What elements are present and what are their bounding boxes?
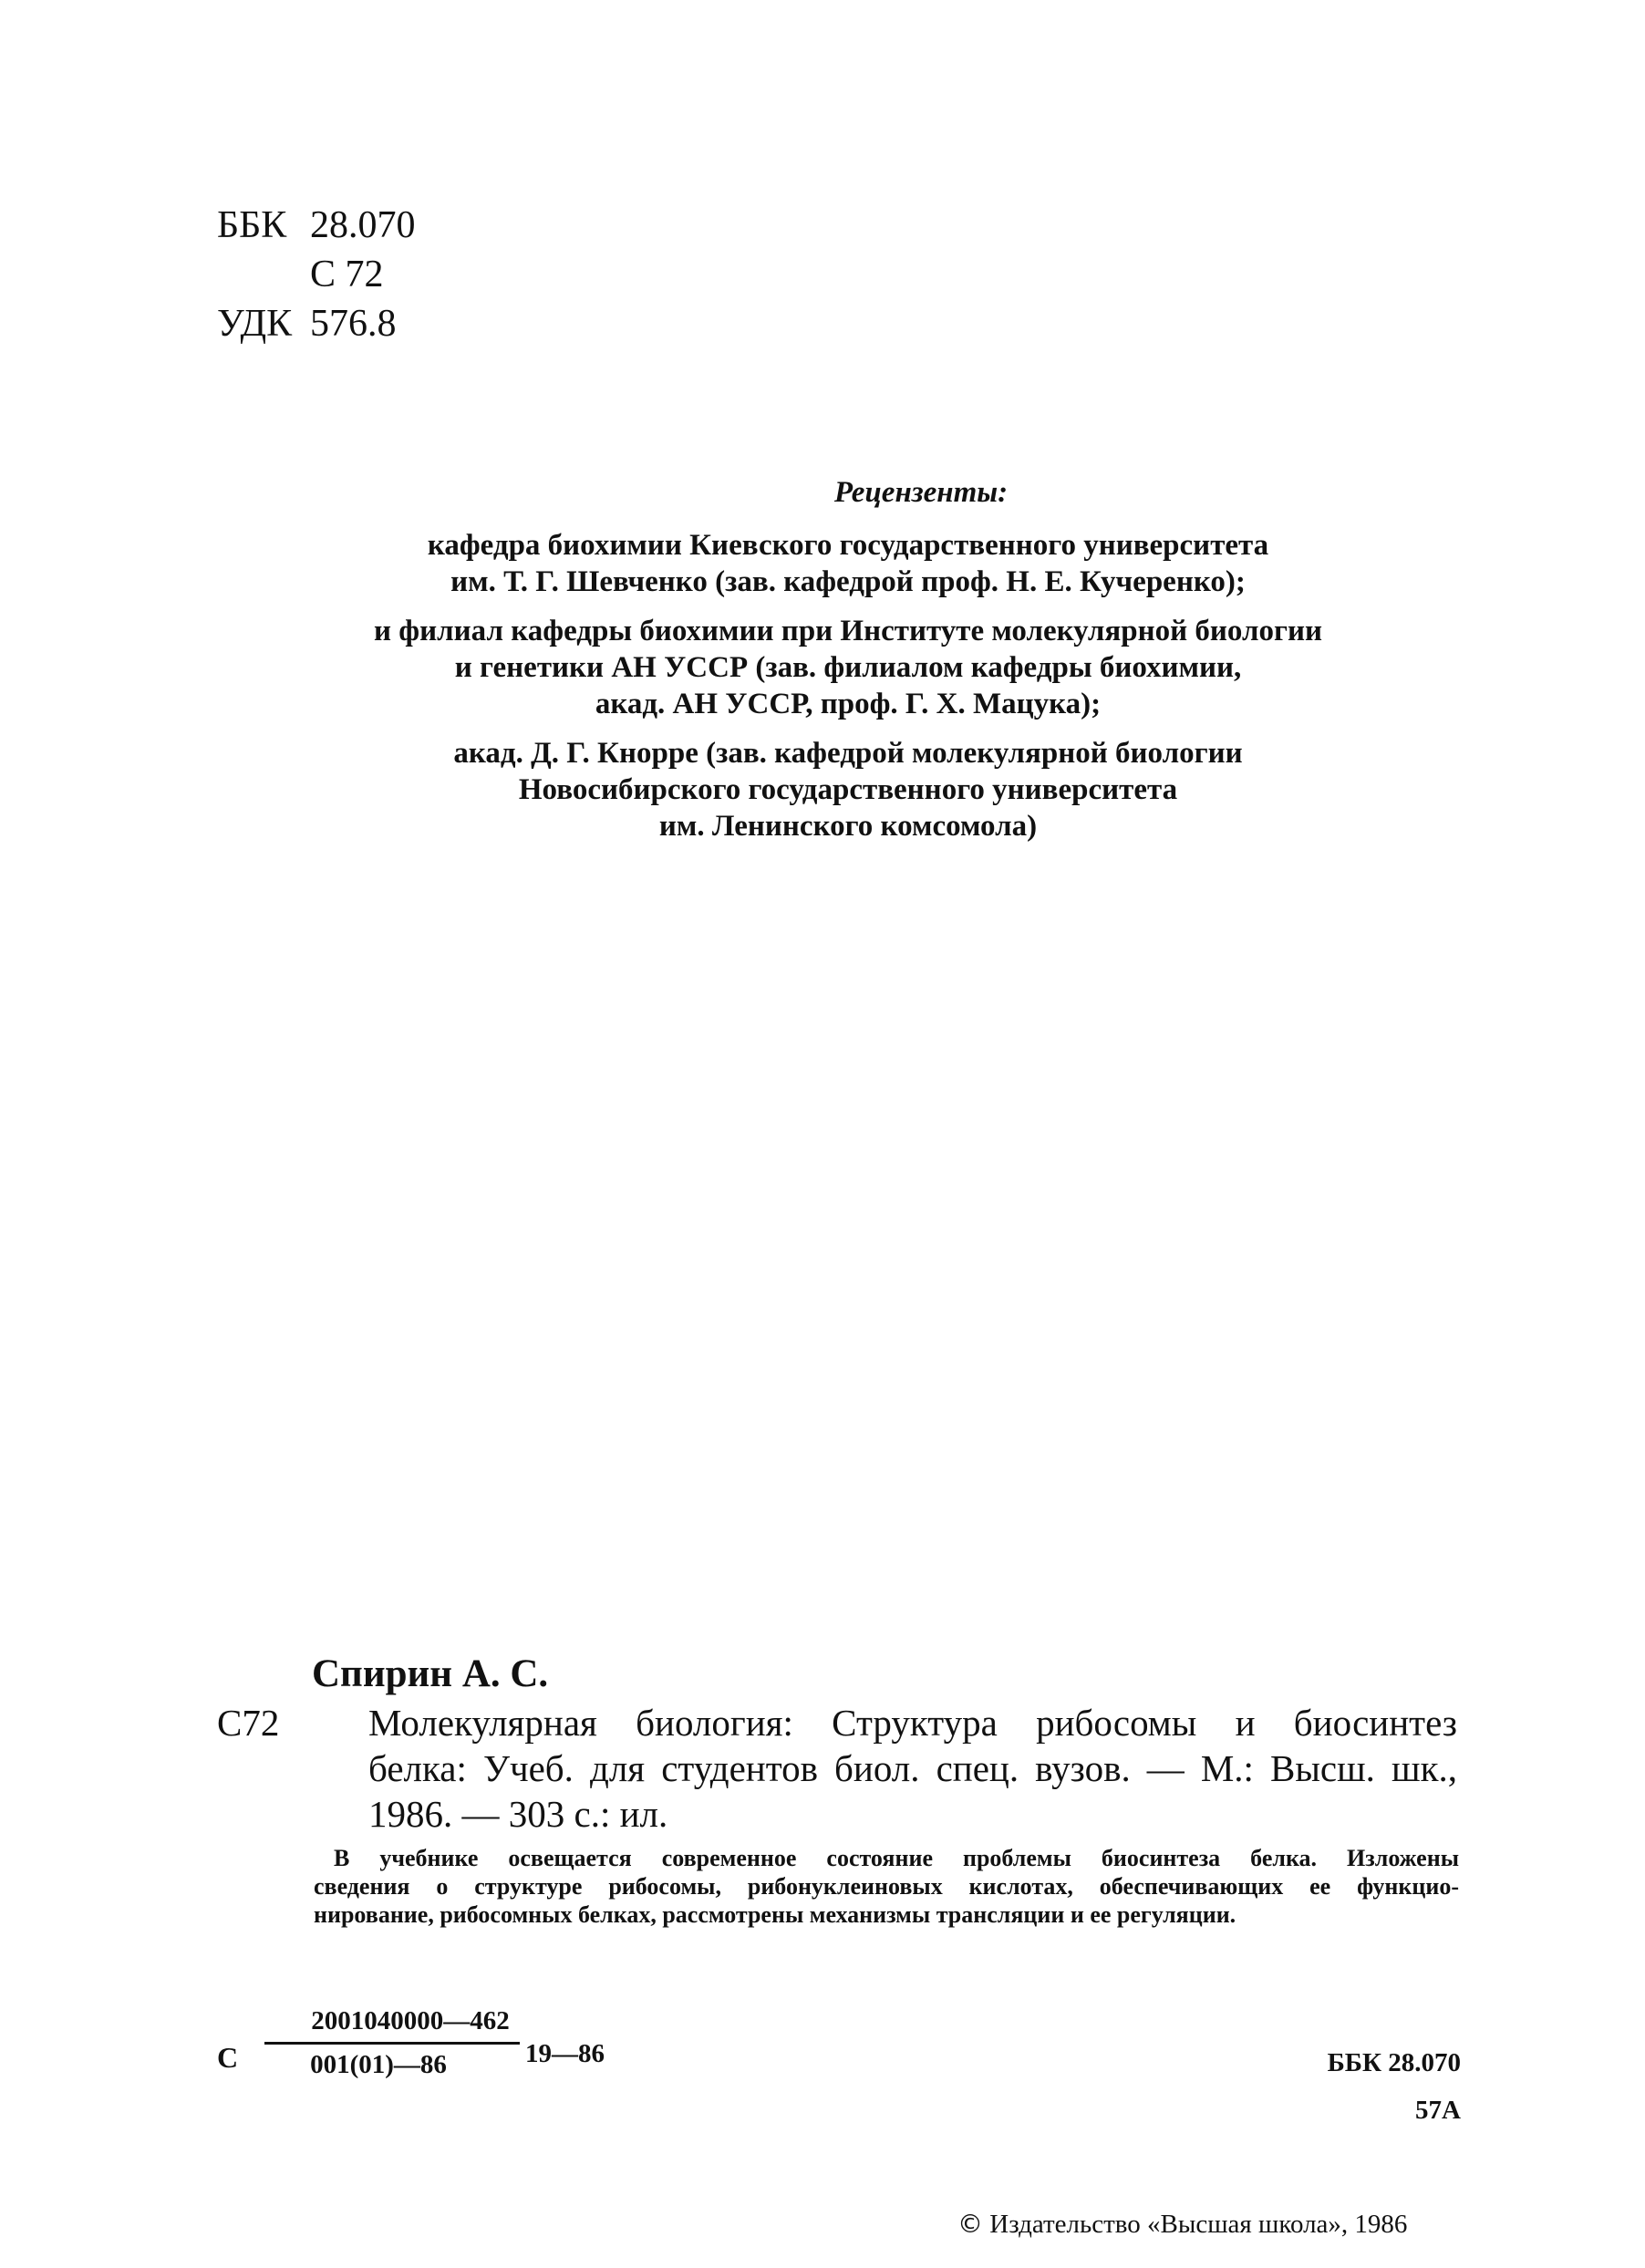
author-name: Спирин А. С. (312, 1652, 549, 1695)
reviewer-line: Новосибирского государственного университета (518, 773, 1178, 806)
bbk-value: 28.070 (310, 204, 416, 246)
reviewer-group-2 (310, 613, 1386, 722)
index-numerator: 2001040000—462 (311, 2006, 510, 2035)
udk-label: УДК (217, 303, 293, 345)
record-line: белка: Учеб. для студентов биол. спец. вузов. — М.: Высш. шк., (368, 1747, 1457, 1789)
copyright-icon: © (957, 2209, 983, 2239)
copyright-text: Издательство «Высшая школа», 1986 (989, 2210, 1408, 2239)
author-mark: С 72 (310, 254, 384, 295)
index-fraction (264, 2006, 520, 2080)
bbk-right-sub: 57А (1415, 2096, 1461, 2125)
reviewer-line: и филиал кафедры биохимии при Институте молекулярной биологии (374, 615, 1322, 647)
bbk-row (217, 201, 416, 250)
annotation-line: В учебнике освещается современное состояние проблемы биосинтеза белка. Изложены (334, 1845, 1459, 1871)
fraction-bar (264, 2042, 520, 2045)
bbk-label: ББК (217, 204, 287, 246)
bbk-right (1313, 2039, 1461, 2134)
bibliographic-record (217, 1649, 1457, 1837)
udk-value: 576.8 (310, 303, 397, 345)
index-letter: С (217, 2041, 239, 2074)
reviewers-heading: Рецензенты: (833, 476, 1009, 509)
reviewers-block (310, 474, 1386, 857)
copyright (957, 2209, 1407, 2240)
index-suffix: 19—86 (525, 2039, 605, 2068)
annotation (314, 1844, 1459, 1929)
reviewer-group-3 (310, 735, 1386, 844)
author-mark-row (217, 250, 416, 299)
reviewer-line: и генетики АН УССР (зав. филиалом кафедры биохимии, (454, 651, 1242, 684)
reviewer-line: акад. АН УССР, проф. Г. Х. Мацука); (595, 688, 1102, 720)
bbk-right-code: ББК 28.070 (1327, 2048, 1461, 2077)
reviewer-group-1 (310, 527, 1386, 600)
index-denominator: 001(01)—86 (310, 2050, 447, 2079)
record-line: 1986. — 303 с.: ил. (368, 1793, 668, 1835)
record-entry (217, 1700, 1457, 1837)
record-code: С72 (217, 1702, 280, 1744)
reviewer-line: кафедра биохимии Киевского государственного университета (427, 529, 1269, 562)
reviewer-line: акад. Д. Г. Кнорре (зав. кафедрой молекулярной биологии (453, 737, 1243, 770)
catalog-codes (217, 201, 416, 348)
record-line: Молекулярная биология: Структура рибосомы и биосинтез (368, 1702, 1457, 1744)
reviewer-line: им. Ленинского комсомола) (658, 810, 1038, 843)
udk-row (217, 299, 416, 348)
annotation-line: нирование, рибосомных белках, рассмотрены механизмы трансляции и ее регуляции. (314, 1901, 1236, 1928)
annotation-line: сведения о структуре рибосомы, рибонуклеиновых кислотах, обеспечивающих ее функцио- (314, 1873, 1459, 1900)
record-text (368, 1700, 1457, 1837)
reviewer-line: им. Т. Г. Шевченко (зав. кафедрой проф. Н. Е. Кучеренко); (450, 565, 1246, 598)
